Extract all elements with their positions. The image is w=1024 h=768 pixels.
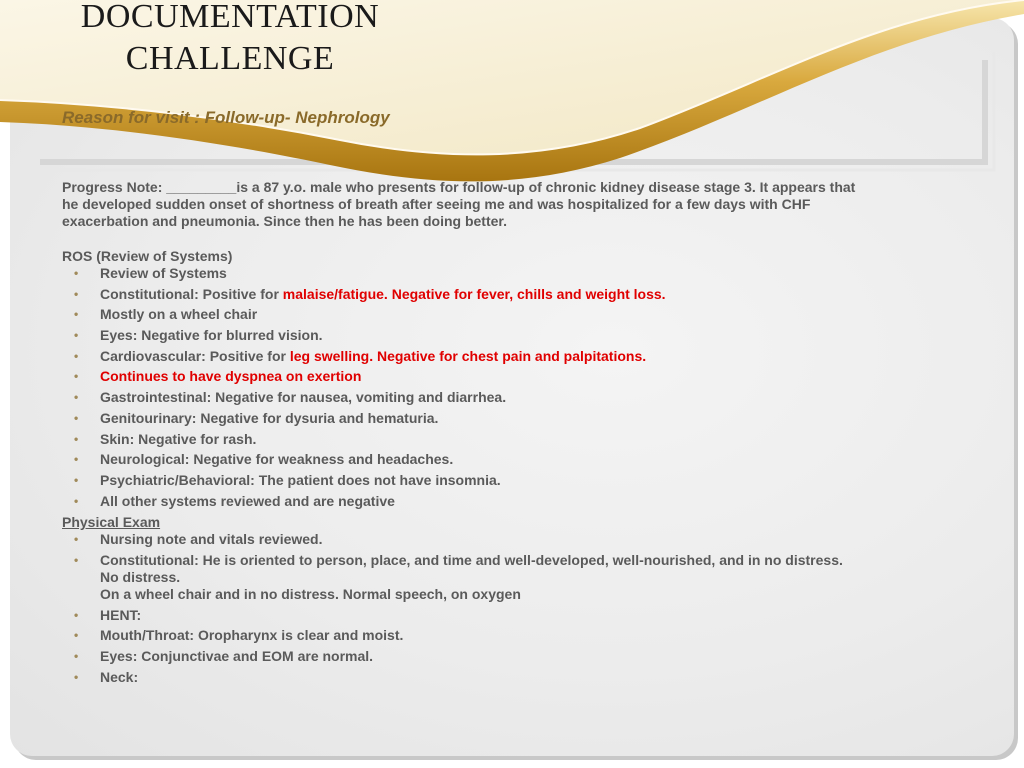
list-item: • Psychiatric/Behavioral: The patient does not have insomnia. bbox=[62, 472, 972, 489]
list-item: • Eyes: Conjunctivae and EOM are normal. bbox=[62, 648, 972, 665]
slide-title-line2: CHALLENGE bbox=[125, 40, 335, 77]
list-item: • Skin: Negative for rash. bbox=[62, 431, 972, 448]
list-item: • Nursing note and vitals reviewed. bbox=[62, 531, 972, 548]
progress-note-line3: exacerbation and pneumonia. Since then he has been doing better. bbox=[62, 213, 507, 229]
list-item: • Mostly on a wheel chair bbox=[62, 306, 972, 323]
reason-for-visit: Reason for visit : Follow-up- Nephrology bbox=[62, 108, 390, 127]
list-item: • Neck: bbox=[62, 669, 972, 686]
slide-title-line1: DOCUMENTATION bbox=[80, 0, 380, 35]
note-body bbox=[62, 179, 972, 689]
ros-list bbox=[62, 265, 972, 510]
list-item: • Continues to have dyspnea on exertion bbox=[62, 368, 972, 385]
progress-note bbox=[62, 179, 972, 230]
slide-title bbox=[55, 0, 405, 80]
list-item: • Cardiovascular: Positive for leg swelling. Negative for chest pain and palpitations. bbox=[62, 348, 972, 365]
progress-note-line2: he developed sudden onset of shortness of breath after seeing me and was hospitalized for a few days with CHF bbox=[62, 196, 811, 212]
physical-exam-list bbox=[62, 531, 972, 685]
list-item: • Constitutional: He is oriented to person, place, and time and well-developed, well-nourished, and in no distress. No distress. On a wheel chair and in no distress. Normal speech, on oxygen bbox=[62, 552, 972, 603]
progress-note-line1: Progress Note: _________is a 87 y.o. male who presents for follow-up of chronic kidney disease stage 3. It appears that bbox=[62, 179, 856, 195]
list-item: • All other systems reviewed and are negative bbox=[62, 493, 972, 510]
ros-heading: ROS (Review of Systems) bbox=[62, 248, 233, 264]
list-item: • Eyes: Negative for blurred vision. bbox=[62, 327, 972, 344]
list-item: • Neurological: Negative for weakness and headaches. bbox=[62, 451, 972, 468]
list-item: • Mouth/Throat: Oropharynx is clear and moist. bbox=[62, 627, 972, 644]
physical-exam-heading: Physical Exam bbox=[62, 514, 161, 531]
list-item: • HENT: bbox=[62, 607, 972, 624]
list-item: • Constitutional: Positive for malaise/fatigue. Negative for fever, chills and weight loss. bbox=[62, 286, 972, 303]
list-item: • Review of Systems bbox=[62, 265, 972, 282]
list-item: • Genitourinary: Negative for dysuria and hematuria. bbox=[62, 410, 972, 427]
list-item: • Gastrointestinal: Negative for nausea, vomiting and diarrhea. bbox=[62, 389, 972, 406]
